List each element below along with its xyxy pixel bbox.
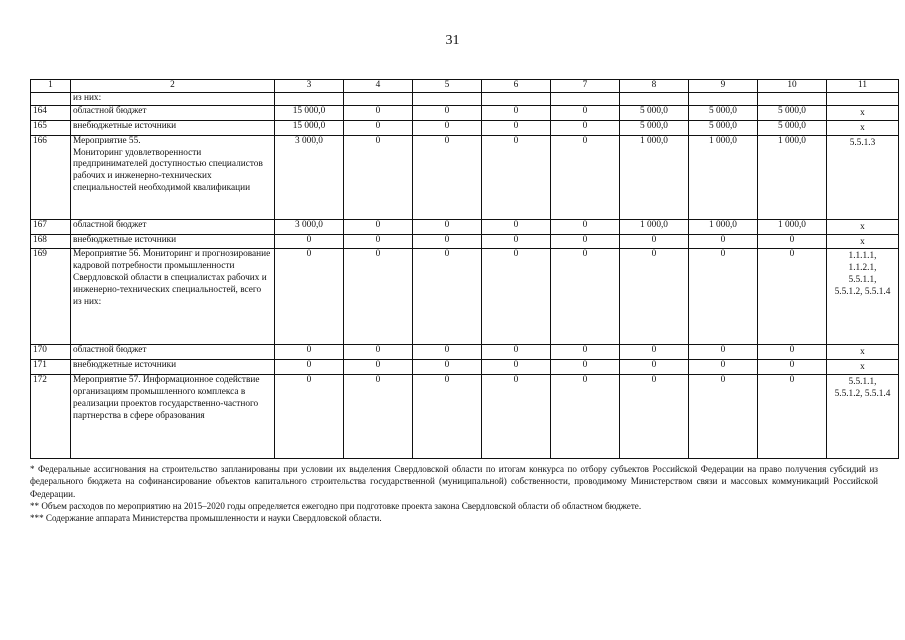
row-number-cell: 168 — [31, 234, 71, 249]
value-cell: 0 — [344, 105, 413, 120]
column-number-header: 11 — [827, 80, 899, 93]
column-number-header: 8 — [620, 80, 689, 93]
budget-table — [30, 79, 899, 459]
value-cell — [620, 92, 689, 105]
value-cell — [482, 92, 551, 105]
value-cell: 0 — [689, 234, 758, 249]
table-row — [31, 120, 899, 135]
value-cell: 0 — [275, 360, 344, 375]
value-cell: 0 — [344, 135, 413, 219]
value-cell: 0 — [482, 345, 551, 360]
row-number-cell: 167 — [31, 219, 71, 234]
table-row — [31, 234, 899, 249]
value-cell: 0 — [344, 360, 413, 375]
value-cell: 0 — [344, 345, 413, 360]
value-cell: 0 — [689, 345, 758, 360]
column-number-header: 4 — [344, 80, 413, 93]
value-cell: 0 — [551, 375, 620, 459]
value-cell: 0 — [482, 219, 551, 234]
value-cell — [344, 92, 413, 105]
value-cell: 0 — [482, 135, 551, 219]
item-name-cell: внебюджетные источники — [71, 360, 275, 375]
item-name-cell: внебюджетные источники — [71, 234, 275, 249]
item-name-cell: внебюджетные источники — [71, 120, 275, 135]
value-cell: 0 — [551, 120, 620, 135]
value-cell: 0 — [482, 105, 551, 120]
value-cell: 0 — [413, 345, 482, 360]
value-cell — [413, 92, 482, 105]
row-number-cell: 171 — [31, 360, 71, 375]
value-cell: 0 — [344, 120, 413, 135]
target-code-cell: x — [827, 234, 899, 249]
value-cell: 5 000,0 — [689, 120, 758, 135]
table-row — [31, 345, 899, 360]
value-cell: 0 — [551, 360, 620, 375]
target-code-cell: x — [827, 105, 899, 120]
target-code-cell: x — [827, 345, 899, 360]
item-name-cell: областной бюджет — [71, 105, 275, 120]
table-row — [31, 360, 899, 375]
target-code-cell: 5.5.1.1, 5.5.1.2, 5.5.1.4 — [827, 375, 899, 459]
value-cell: 0 — [482, 375, 551, 459]
column-number-header: 7 — [551, 80, 620, 93]
footnote: *** Содержание аппарата Министерства промышленности и науки Свердловской области. — [30, 513, 382, 524]
value-cell: 3 000,0 — [275, 219, 344, 234]
value-cell: 0 — [344, 234, 413, 249]
value-cell: 0 — [620, 345, 689, 360]
item-name-cell: Мероприятие 56. Мониторинг и прогнозирование кадровой потребности промышленности Свердловской области в специалистах рабочих и инженерно-технических специальностей, всего из них: — [71, 249, 275, 345]
value-cell: 0 — [482, 120, 551, 135]
value-cell: 0 — [551, 234, 620, 249]
value-cell: 1 000,0 — [620, 135, 689, 219]
row-number-cell: 165 — [31, 120, 71, 135]
target-code-cell: x — [827, 360, 899, 375]
value-cell — [689, 92, 758, 105]
column-number-header: 3 — [275, 80, 344, 93]
row-number-cell: 172 — [31, 375, 71, 459]
value-cell — [758, 92, 827, 105]
value-cell: 1 000,0 — [689, 135, 758, 219]
column-number-header: 5 — [413, 80, 482, 93]
value-cell: 0 — [620, 249, 689, 345]
value-cell: 0 — [620, 375, 689, 459]
value-cell: 0 — [344, 219, 413, 234]
value-cell: 0 — [344, 375, 413, 459]
row-number-cell: 164 — [31, 105, 71, 120]
row-number-cell: 166 — [31, 135, 71, 219]
table-body — [31, 80, 899, 459]
page-number: 31 — [445, 33, 460, 48]
table-row — [31, 375, 899, 459]
value-cell: 5 000,0 — [689, 105, 758, 120]
value-cell: 3 000,0 — [275, 135, 344, 219]
value-cell: 0 — [275, 345, 344, 360]
value-cell: 0 — [413, 360, 482, 375]
column-number-header: 6 — [482, 80, 551, 93]
value-cell: 0 — [689, 249, 758, 345]
row-number-cell: 169 — [31, 249, 71, 345]
value-cell: 0 — [758, 345, 827, 360]
target-code-cell: 1.1.1.1, 1.1.2.1, 5.5.1.1, 5.5.1.2, 5.5.1.4 — [827, 249, 899, 345]
row-number-cell — [31, 92, 71, 105]
value-cell: 1 000,0 — [758, 219, 827, 234]
item-name-cell: областной бюджет — [71, 219, 275, 234]
table-row — [31, 249, 899, 345]
footnotes — [30, 463, 878, 524]
value-cell: 0 — [275, 234, 344, 249]
value-cell: 0 — [758, 375, 827, 459]
value-cell: 15 000,0 — [275, 120, 344, 135]
item-name-cell: Мероприятие 57. Информационное содействие организациям промышленного комплекса в реализации проектов государственно-частного партнерства в сфере образования — [71, 375, 275, 459]
value-cell: 0 — [689, 375, 758, 459]
target-code-cell — [827, 92, 899, 105]
value-cell: 0 — [413, 105, 482, 120]
value-cell — [551, 92, 620, 105]
value-cell: 5 000,0 — [758, 105, 827, 120]
value-cell: 0 — [551, 345, 620, 360]
value-cell: 0 — [413, 375, 482, 459]
value-cell: 0 — [620, 360, 689, 375]
item-name-cell: Мероприятие 55. Мониторинг удовлетворенности предпринимателей доступностью специалистов рабочих и инженерно-технических специальностей необходимой квалификации — [71, 135, 275, 219]
footnote: * Федеральные ассигнования на строительство запланированы при условии их выделения Свердловской области по итогам конкурса по отбору субъектов Российской Федерации на право получения субсидий из федерального бюджета на софинансирование объектов капитального строительства государственной (муниципальной) собственности, проводимому Министерством связи и массовых коммуникаций Российской Федерации. — [30, 464, 878, 499]
table-row — [31, 105, 899, 120]
value-cell: 1 000,0 — [620, 219, 689, 234]
value-cell: 0 — [758, 234, 827, 249]
value-cell: 15 000,0 — [275, 105, 344, 120]
footnote: ** Объем расходов по мероприятию на 2015–2020 годы определяется ежегодно при подготовке проекта закона Свердловской области об областном бюджете. — [30, 500, 642, 511]
item-name-cell: из них: — [71, 92, 275, 105]
row-number-cell: 170 — [31, 345, 71, 360]
table-row — [31, 219, 899, 234]
table-row — [31, 92, 899, 105]
column-number-header: 2 — [71, 80, 275, 93]
value-cell: 0 — [758, 360, 827, 375]
value-cell: 0 — [344, 249, 413, 345]
value-cell: 5 000,0 — [620, 120, 689, 135]
value-cell: 0 — [689, 360, 758, 375]
target-code-cell: x — [827, 219, 899, 234]
column-number-header: 10 — [758, 80, 827, 93]
value-cell: 5 000,0 — [758, 120, 827, 135]
target-code-cell: x — [827, 120, 899, 135]
value-cell: 0 — [620, 234, 689, 249]
value-cell: 0 — [413, 249, 482, 345]
value-cell: 0 — [482, 249, 551, 345]
value-cell: 0 — [413, 120, 482, 135]
value-cell: 0 — [275, 249, 344, 345]
value-cell: 0 — [482, 234, 551, 249]
value-cell: 1 000,0 — [689, 219, 758, 234]
value-cell — [275, 92, 344, 105]
column-number-header: 1 — [31, 80, 71, 93]
value-cell: 0 — [551, 135, 620, 219]
value-cell: 0 — [413, 219, 482, 234]
value-cell: 0 — [551, 219, 620, 234]
table-header-row — [31, 80, 899, 93]
value-cell: 0 — [275, 375, 344, 459]
target-code-cell: 5.5.1.3 — [827, 135, 899, 219]
value-cell: 0 — [551, 105, 620, 120]
table-row — [31, 135, 899, 219]
value-cell: 0 — [758, 249, 827, 345]
column-number-header: 9 — [689, 80, 758, 93]
value-cell: 0 — [482, 360, 551, 375]
value-cell: 0 — [413, 234, 482, 249]
value-cell: 5 000,0 — [620, 105, 689, 120]
value-cell: 0 — [551, 249, 620, 345]
value-cell: 0 — [413, 135, 482, 219]
value-cell: 1 000,0 — [758, 135, 827, 219]
item-name-cell: областной бюджет — [71, 345, 275, 360]
